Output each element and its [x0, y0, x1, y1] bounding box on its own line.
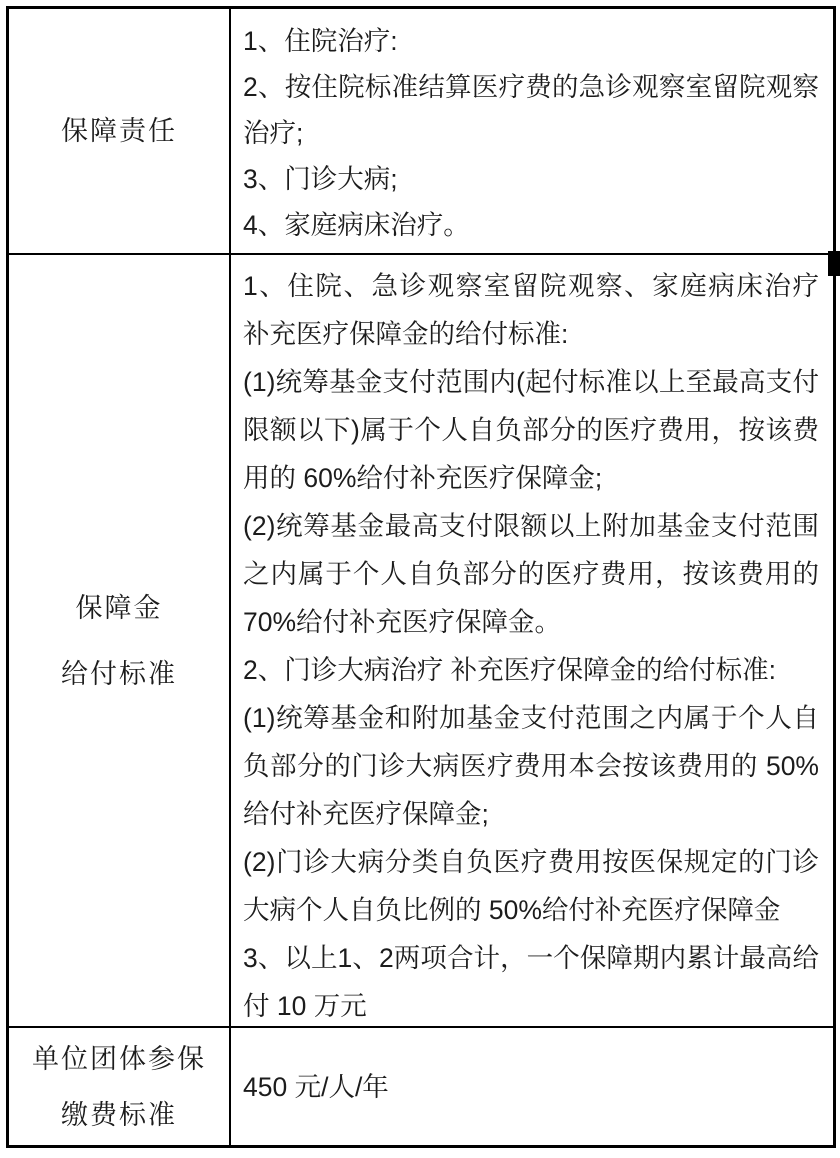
row-label-coverage-duties	[9, 9, 231, 253]
benefits-table	[6, 6, 836, 1148]
row-label-text: 保障责任	[61, 116, 177, 146]
list-item: 4、家庭病床治疗。	[243, 210, 470, 240]
row-label-text: 单位团体参保	[32, 1043, 206, 1074]
list-item: 3、以上1、2两项合计，一个保障期内累计最高给付 10 万元	[243, 943, 819, 1021]
list-item: (2)门诊大病分类自负医疗费用按医保规定的门诊大病个人自负比例的 50%给付补充医疗保障金	[243, 847, 819, 925]
table-row	[9, 9, 833, 255]
benefit-payment-standard-content	[231, 255, 833, 1026]
list-item: 2、按住院标准结算医疗费的急诊观察室留院观察治疗;	[243, 72, 819, 148]
list-item: 3、门诊大病;	[243, 164, 398, 194]
table-row	[9, 1028, 833, 1145]
row-label-group-premium-standard	[9, 1028, 231, 1145]
row-label-text: 给付标准	[61, 658, 177, 689]
row-label-text: 保障金	[75, 592, 163, 623]
list-item: 2、门诊大病治疗 补充医疗保障金的给付标准:	[243, 655, 776, 685]
coverage-duties-content	[231, 9, 833, 253]
row-label-benefit-payment-standard	[9, 255, 231, 1026]
list-item: 1、住院、急诊观察室留院观察、家庭病床治疗 补充医疗保障金的给付标准:	[243, 271, 819, 349]
scan-artifact-mark	[828, 251, 840, 276]
row-label-text: 缴费标准	[61, 1099, 177, 1130]
list-item: (1)统筹基金支付范围内(起付标准以上至最高支付限额以下)属于个人自负部分的医疗费用，按该费用的 60%给付补充医疗保障金;	[243, 367, 819, 493]
list-item: (2)统筹基金最高支付限额以上附加基金支付范围之内属于个人自负部分的医疗费用，按该费用的70%给付补充医疗保障金。	[243, 511, 819, 637]
list-item: 1、住院治疗:	[243, 26, 398, 56]
list-item: (1)统筹基金和附加基金支付范围之内属于个人自负部分的门诊大病医疗费用本会按该费用的 50%给付补充医疗保障金;	[243, 703, 819, 829]
premium-value: 450 元/人/年	[243, 1071, 389, 1102]
group-premium-standard-content	[231, 1028, 833, 1145]
table-row	[9, 255, 833, 1028]
